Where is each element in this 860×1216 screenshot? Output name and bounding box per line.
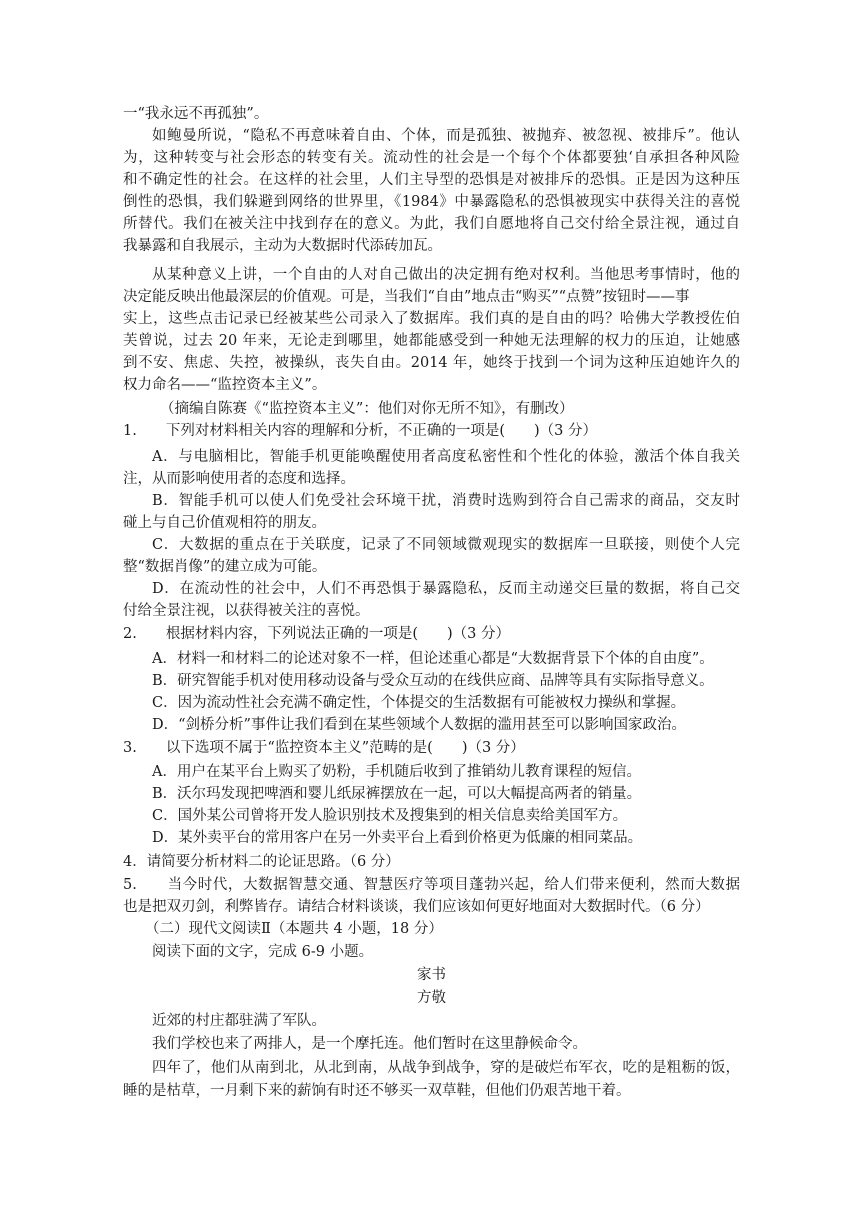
- story-line: 四年了，他们从南到北，从北到南，从战争到战争，穿的是破烂布军衣，吃的是粗粝的饭，: [152, 1060, 740, 1076]
- option-c: C．因为流动性社会充满不确定性，个体提交的生活数据有可能被权力操纵和掌握。: [152, 695, 686, 711]
- story-title: 家书: [417, 967, 446, 983]
- story-line: 睡的是枯草，一月剩下来的薪饷有时还不够买一双草鞋，但他们仍艰苦地干着。: [123, 1083, 631, 1099]
- question-stem: 5. 当今时代，大数据智慧交通、智慧医疗等项目蓬勃兴起，给人们带来便利，然而大数据: [123, 877, 740, 893]
- section-instruction: 阅读下面的文字，完成 6-9 小题。: [152, 944, 374, 960]
- passage-line: 和不确定性的社会。在这样的社会里，人们主导型的恐惧是对被排斥的恐惧。正是因为这种压: [123, 172, 740, 188]
- option-d: D．某外卖平台的常用客户在另一外卖平台上看到价格更为低廉的相同菜品。: [152, 830, 643, 846]
- option-c-cont: 整“数据肖像”的建立成为可能。: [123, 559, 327, 575]
- question-4: 4．请简要分析材料二的论证思路。（6 分）: [123, 854, 400, 870]
- passage-line: 所替代。我们在被关注中找到存在的意义。为此，我们自愿地将自己交付给全景注视，通过自: [123, 216, 740, 232]
- question-stem: 3. 以下选项不属于“监控资本主义”范畴的是( )（3 分）: [123, 740, 525, 756]
- option-a-cont: 注，从而影响使用者的态度和选择。: [123, 471, 355, 487]
- question-stem-cont: 也是把双刃剑，利弊皆存。请结合材料谈谈，我们应该如何更好地面对大数据时代。（6 分）: [123, 899, 710, 915]
- option-a: A．用户在某平台上购买了奶粉，手机随后收到了推销幼儿教育课程的短信。: [152, 764, 641, 780]
- option-d: D．“剑桥分析”事件让我们看到在某些领域个人数据的滥用甚至可以影响国家政治。: [152, 717, 686, 733]
- option-b: B．智能手机可以使人们免受社会环境干扰，消费时选购到符合自己需求的商品，交友时: [152, 493, 740, 509]
- passage-line: 一“我永远不再孤独”。: [123, 106, 269, 122]
- section-heading: （二）现代文阅读Ⅱ（本题共 4 小题，18 分）: [145, 921, 443, 937]
- passage-line: 为，这种转变与社会形态的转变有关。流动性的社会是一个每个个体都要独‘自承担各种风险: [123, 150, 740, 166]
- question-stem: 1. 下列对材料相关内容的理解和分析，不正确的一项是( )（3 分）: [123, 423, 597, 439]
- passage-line: 如鲍曼所说，“隐私不再意味着自由、个体，而是孤独、被抛弃、被忽视、被排斥”。他认: [152, 128, 740, 144]
- option-b: B．研究智能手机对使用移动设备与受众互动的在线供应商、品牌等具有实际指导意义。: [152, 673, 714, 689]
- option-c: C．国外某公司曾将开发人脸识别技术及搜集到的相关信息卖给美国军方。: [152, 808, 628, 824]
- option-b-cont: 碰上与自己价值观相符的朋友。: [123, 515, 326, 531]
- source-citation: （摘编自陈赛《“监控资本主义”：他们对你无所不知》，有删改）: [160, 401, 574, 417]
- story-author: 方敬: [417, 990, 446, 1006]
- passage-line: 芙曾说，过去 20 年来，无论走到哪里，她都能感受到一种她无法理解的权力的压迫，让她感: [123, 333, 740, 349]
- passage-line: 我暴露和自我展示，主动为大数据时代添砖加瓦。: [123, 238, 442, 254]
- option-a: A．材料一和材料二的论述对象不一样，但论述重心都是“大数据背景下个体的自由度”。: [152, 651, 714, 667]
- option-d-cont: 付给全景注视，以获得被关注的喜悦。: [123, 603, 370, 619]
- story-paragraph: 近郊的村庄都驻满了军队。: [152, 1013, 326, 1029]
- passage-line: 实上，这些点击记录已经被某些公司录入了数据库。我们真的是自由的吗？哈佛大学教授佐伯: [123, 311, 740, 327]
- question-stem: 2. 根据材料内容，下列说法正确的一项是( )（3 分）: [123, 626, 510, 642]
- option-a: A．与电脑相比，智能手机更能唤醒使用者高度私密性和个性化的体验，激活个体自我关: [152, 449, 740, 465]
- story-paragraph: 我们学校也来了两排人，是一个摩托连。他们暂时在这里静候命令。: [152, 1036, 587, 1052]
- option-c: C．大数据的重点在于关联度，记录了不同领域微观现实的数据库一旦联接，则使个人完: [152, 537, 740, 553]
- option-b: B．沃尔玛发现把啤酒和婴儿纸尿裤摆放在一起，可以大幅提高两者的销量。: [152, 786, 642, 802]
- passage-line: 权力命名——“监控资本主义”。: [123, 377, 327, 393]
- passage-line: 倒性的恐惧，我们躲避到网络的世界里，《1984》中暴露隐私的恐惧被现实中获得关注的喜悦: [123, 194, 740, 210]
- passage-line: 到不安、焦虑、失控，被操纵，丧失自由。2014 年，她终于找到一个词为这种压迫她许久的: [123, 355, 740, 371]
- option-d: D．在流动性的社会中，人们不再恐惧于暴露隐私，反而主动递交巨量的数据，将自己交: [152, 581, 740, 597]
- passage-line: 决定能反映出他最深层的价值观。可是，当我们“自由”地点击“购买”“点赞”按钮时——事: [123, 289, 690, 305]
- passage-line: 从某种意义上讲，一个自由的人对自己做出的决定拥有绝对权利。当他思考事情时，他的: [152, 267, 740, 283]
